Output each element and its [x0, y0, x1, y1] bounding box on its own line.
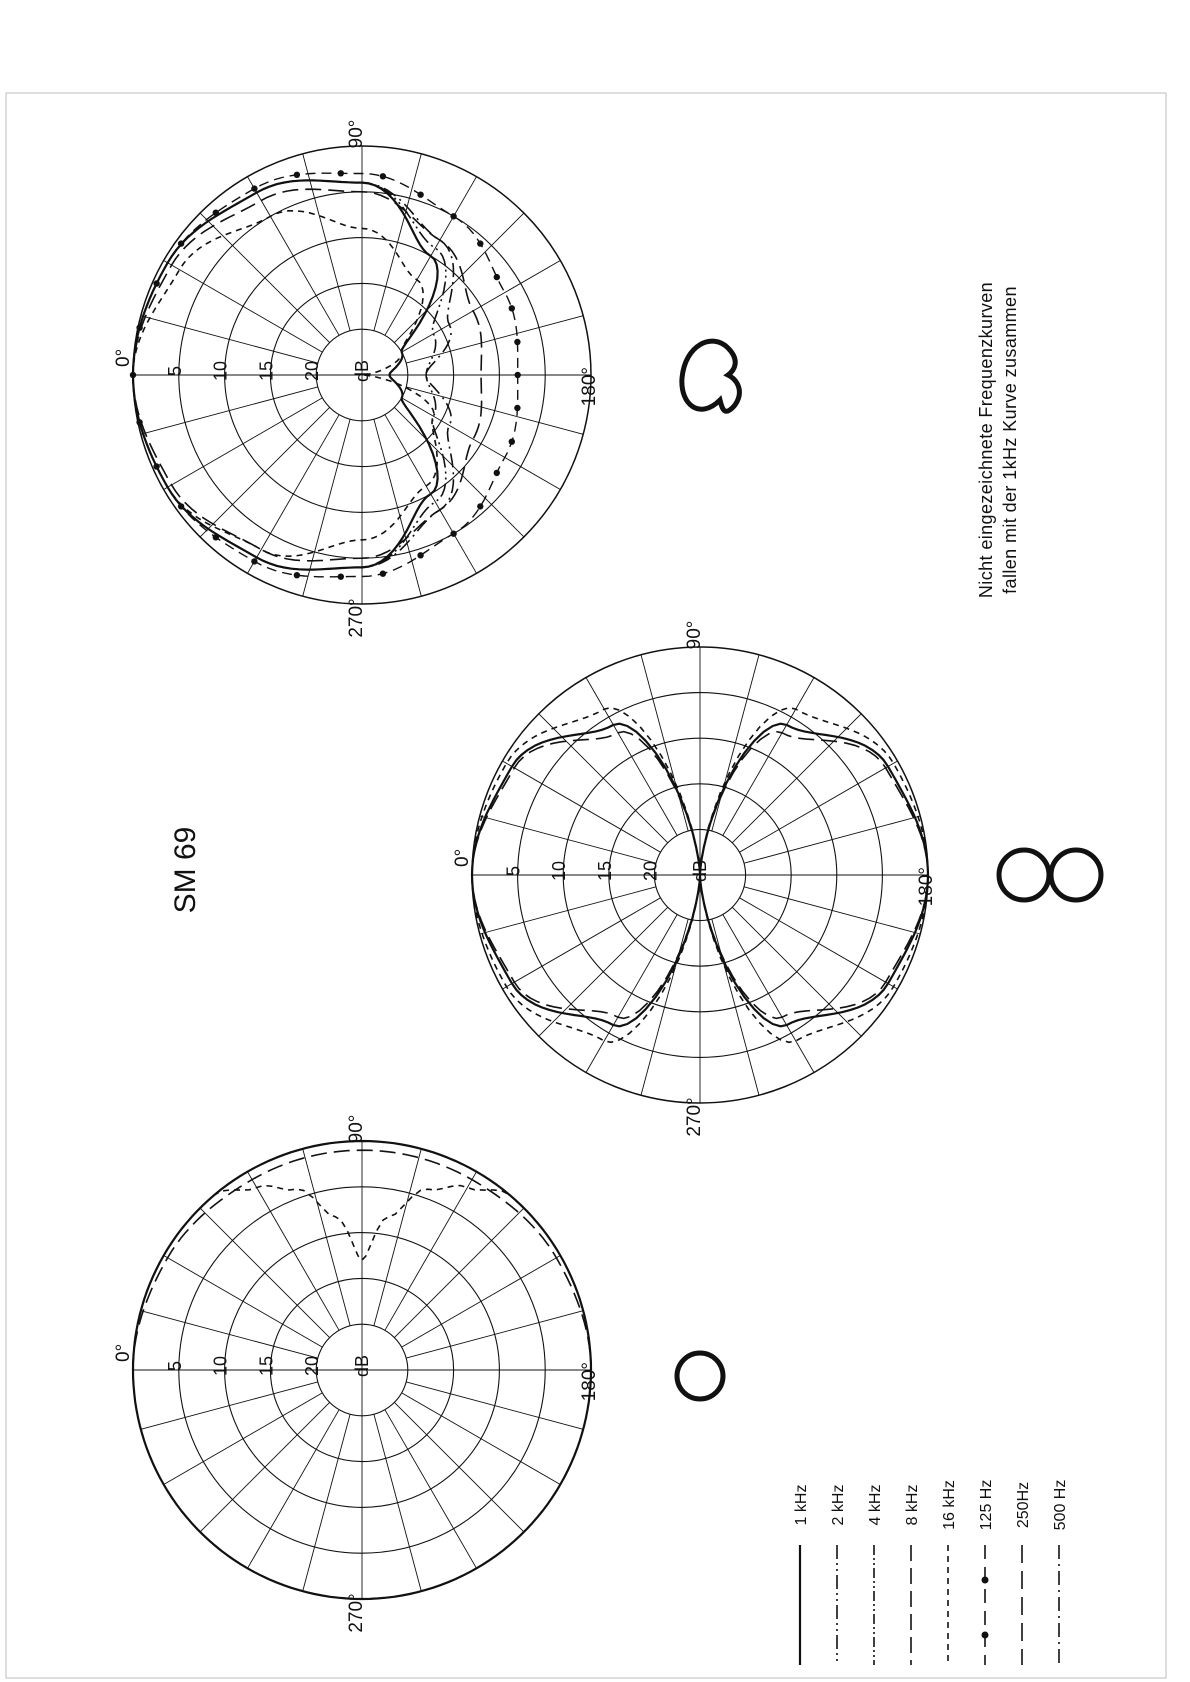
curve-dot [494, 470, 500, 476]
spoke-15 [141, 1311, 318, 1358]
angle-label-0: 0° [452, 848, 473, 867]
omni-symbol-icon [677, 1353, 723, 1399]
angle-label-3: 270° [346, 1593, 367, 1633]
angle-label-2: 180° [579, 1362, 600, 1402]
curve-dot [477, 503, 483, 509]
spoke-30 [164, 1256, 323, 1348]
cardioid-symbol-icon [682, 341, 740, 411]
angle-label-0: 0° [113, 348, 134, 367]
ring-label-20: 20 [302, 360, 323, 382]
angle-label-0: 0° [113, 1343, 134, 1362]
spoke-345 [141, 387, 318, 434]
spoke-30 [164, 261, 323, 353]
spoke-45 [200, 213, 330, 343]
polar-labels [113, 120, 937, 1633]
legend-label: 125 Hz [978, 1479, 995, 1531]
curve-dot [509, 439, 515, 445]
curve-dot [338, 574, 344, 580]
ring-label-10: 10 [210, 360, 231, 382]
spoke-240 [385, 1410, 477, 1569]
legend-label: 1 kHz [793, 1484, 810, 1526]
spoke-300 [248, 415, 340, 574]
spoke-345 [141, 1382, 318, 1429]
legend [793, 1480, 1069, 1665]
spoke-60 [248, 1172, 340, 1331]
spoke-315 [539, 907, 668, 1036]
curve-dot [294, 172, 300, 178]
spoke-255 [374, 419, 421, 596]
curve-dot [514, 405, 520, 411]
angle-label-1: 90° [346, 119, 367, 149]
spoke-225 [394, 1402, 524, 1532]
angle-label-1: 90° [684, 620, 705, 650]
spoke-75 [303, 1149, 350, 1326]
curve-dot [178, 503, 184, 509]
ring-label-10: 10 [549, 860, 570, 882]
curve-dot [380, 571, 386, 577]
curve-dot [515, 372, 521, 378]
spoke-330 [503, 898, 661, 989]
legend-label: 2 kHz [830, 1484, 847, 1526]
spoke-165 [406, 1311, 583, 1358]
spoke-195 [744, 887, 920, 934]
legend-item-8khz [904, 1485, 921, 1665]
spoke-105 [374, 1149, 421, 1326]
legend-item-4khz [867, 1485, 884, 1665]
spoke-225 [732, 907, 861, 1036]
spoke-120 [385, 1172, 477, 1331]
curve-dot [417, 552, 423, 558]
spoke-135 [394, 1208, 524, 1338]
curve-dot [477, 240, 483, 246]
angle-label-2: 180° [579, 367, 600, 407]
polar-grids [133, 146, 928, 1599]
legend-item-2khz [830, 1485, 847, 1665]
ring-label-10: 10 [210, 1355, 231, 1377]
legend-label: 4 kHz [867, 1484, 884, 1526]
spoke-165 [744, 816, 920, 863]
curve-dot [380, 173, 386, 179]
spoke-255 [374, 1414, 421, 1591]
ring-label-15: 15 [256, 360, 277, 382]
note-line-2: fallen mit der 1kHz Kurve zusammen [1000, 286, 1020, 594]
spoke-240 [723, 915, 814, 1073]
spoke-45 [539, 714, 668, 843]
ring-label-20: 20 [302, 1355, 323, 1377]
spoke-150 [402, 1256, 561, 1348]
angle-label-3: 270° [346, 598, 367, 638]
spoke-330 [164, 1393, 323, 1485]
spoke-45 [200, 1208, 330, 1338]
spoke-300 [248, 1410, 340, 1569]
curve-dot [153, 280, 159, 286]
legend-item-1khz [793, 1485, 810, 1665]
angle-label-1: 90° [346, 1114, 367, 1144]
spoke-210 [740, 898, 898, 989]
spoke-60 [586, 678, 677, 836]
spoke-30 [503, 761, 661, 852]
ring-label-15: 15 [256, 1355, 277, 1377]
ring-label-20: 20 [640, 860, 661, 882]
unit-label: dB [352, 1354, 372, 1378]
spoke-120 [723, 678, 814, 836]
legend-label: 500 Hz [1052, 1479, 1069, 1531]
figure8-symbol-icon [999, 850, 1101, 900]
spoke-15 [480, 816, 656, 863]
ring-label-5: 5 [164, 365, 185, 377]
ring-label-5: 5 [503, 865, 524, 877]
curve-dot [450, 531, 456, 537]
curve-dot [514, 339, 520, 345]
note-line-1: Nicht eingezeichnete Frequenzkurven [976, 281, 996, 599]
spoke-15 [141, 316, 318, 363]
legend-label: 250Hz [1015, 1481, 1032, 1529]
unit-label: dB [690, 859, 710, 883]
angle-label-3: 270° [684, 1097, 705, 1137]
spoke-165 [406, 316, 583, 363]
spoke-300 [586, 915, 677, 1073]
legend-label: 16 kHz [941, 1480, 958, 1530]
ring-label-5: 5 [164, 1360, 185, 1372]
page-title: SM 69 [169, 826, 202, 914]
spoke-315 [200, 407, 330, 537]
legend-item-16khz [941, 1480, 958, 1665]
unit-label: dB [352, 359, 372, 383]
curve-dot [338, 170, 344, 176]
curve-dot [251, 185, 257, 191]
legend-label: 8 kHz [904, 1484, 921, 1526]
curve-dot [153, 463, 159, 469]
curve-dot [494, 274, 500, 280]
curve-dot [417, 192, 423, 198]
spoke-330 [164, 398, 323, 490]
spoke-195 [406, 1382, 583, 1429]
legend-item-500hz [1052, 1480, 1069, 1665]
angle-label-2: 180° [916, 867, 937, 907]
spoke-315 [200, 1402, 330, 1532]
spoke-210 [402, 1393, 561, 1485]
spoke-135 [732, 714, 861, 843]
curve-dot [294, 572, 300, 578]
spoke-345 [480, 887, 656, 934]
legend-item-250hz [1015, 1482, 1032, 1665]
legend-item-125hz [978, 1480, 995, 1665]
spoke-105 [374, 154, 421, 331]
ring-label-15: 15 [594, 860, 615, 882]
curve-dot [509, 305, 515, 311]
curve-dot [450, 213, 456, 219]
spoke-150 [740, 761, 898, 852]
curve-dot [251, 558, 257, 564]
spoke-285 [303, 1414, 350, 1591]
polar-curves [130, 170, 928, 1599]
